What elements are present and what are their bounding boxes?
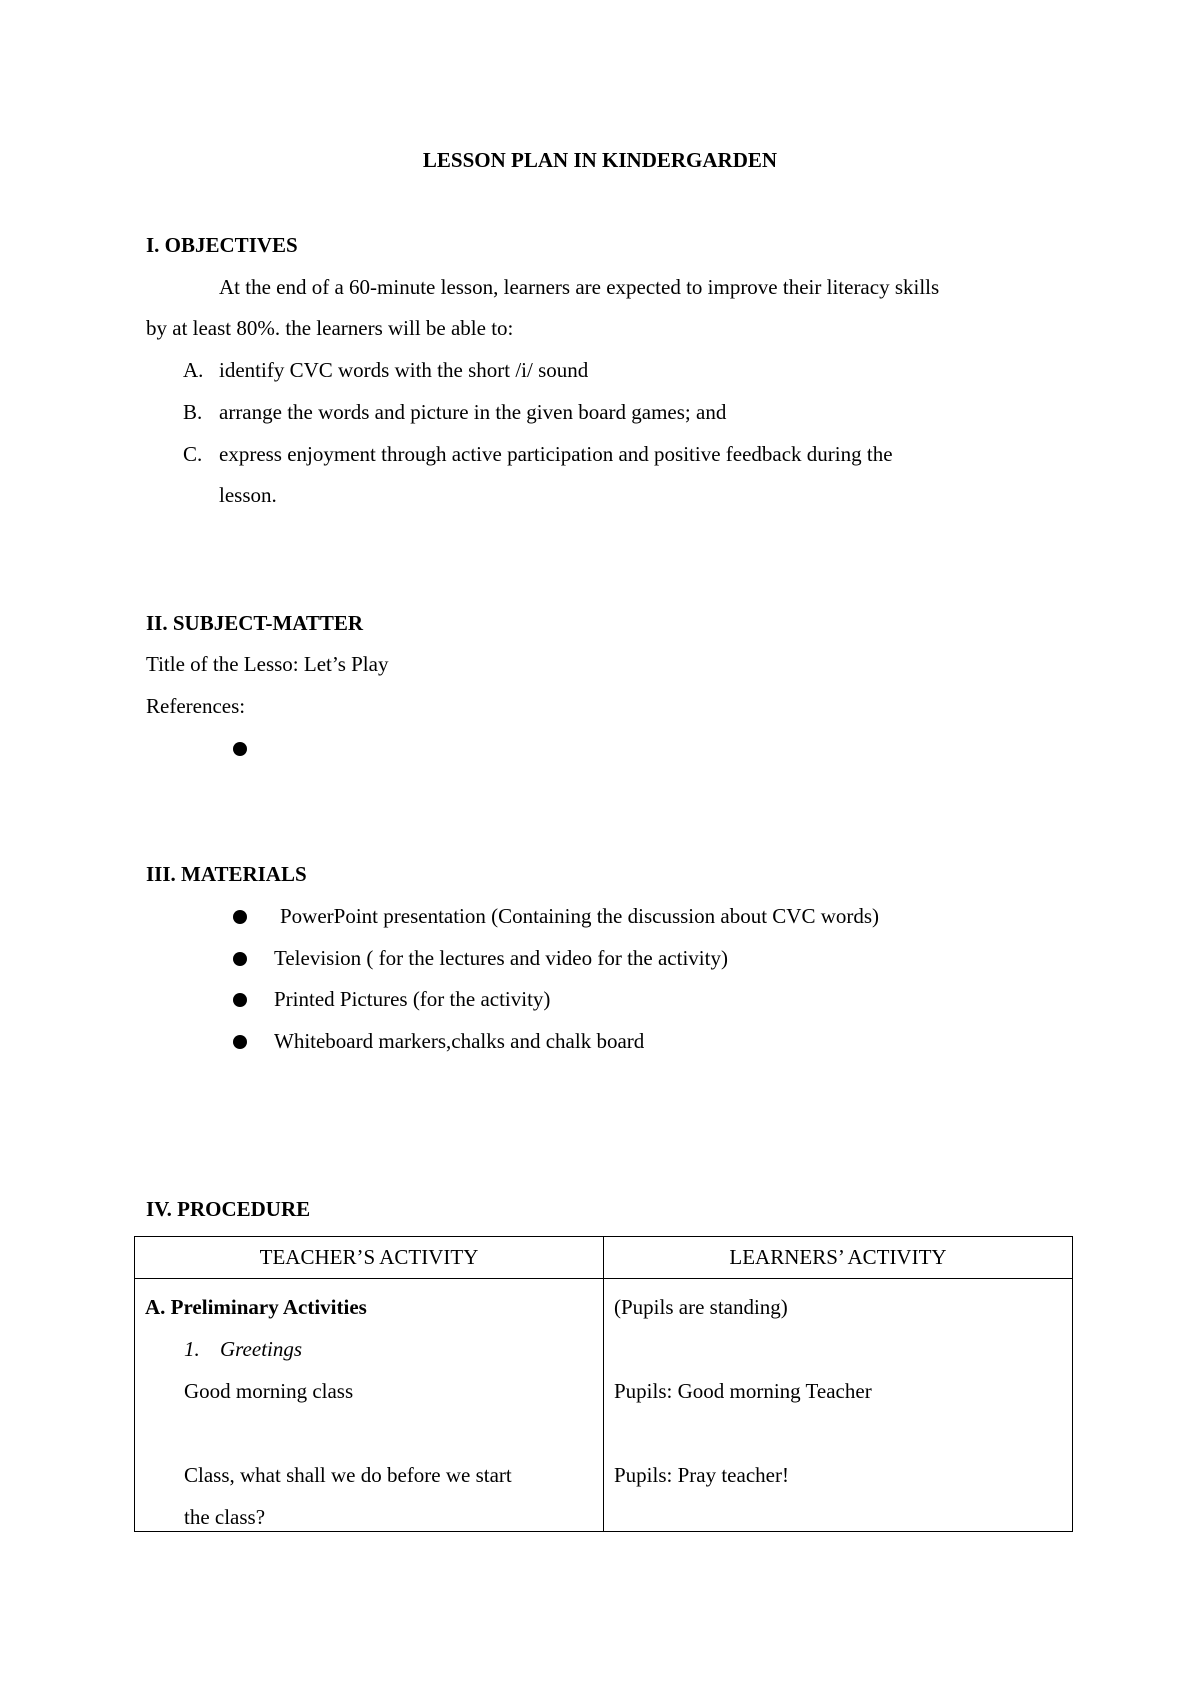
objectives-intro-line2: by at least 80%. the learners will be able to:: [146, 316, 514, 340]
document-title: LESSON PLAN IN KINDERGARDEN: [422, 148, 778, 172]
preliminary-activities-label: A. Preliminary Activities: [145, 1295, 367, 1319]
objective-letter-a: A.: [183, 358, 204, 382]
material-bullet: [233, 952, 247, 966]
procedure-table: [134, 1236, 1073, 1532]
objectives-intro-line1: At the end of a 60-minute lesson, learners are expected to improve their literacy skills: [219, 275, 940, 299]
lesson-title-line: Title of the Lesso: Let’s Play: [146, 652, 389, 676]
greetings-label: Greetings: [220, 1337, 303, 1361]
materials-heading: III. MATERIALS: [146, 862, 307, 886]
material-item: Printed Pictures (for the activity): [274, 987, 551, 1011]
references-bullet: [233, 742, 247, 756]
objective-item-c-cont: lesson.: [219, 483, 277, 507]
procedure-table-header: [135, 1237, 1073, 1279]
greetings-number: 1.: [184, 1337, 200, 1361]
subject-matter-heading: II. SUBJECT-MATTER: [146, 611, 364, 635]
pupils-pray: Pupils: Pray teacher!: [614, 1463, 789, 1487]
material-item: Television ( for the lectures and video for the activity): [274, 946, 728, 970]
learners-activity-header: LEARNERS’ ACTIVITY: [604, 1237, 1073, 1279]
teacher-line-question-cont: the class?: [184, 1505, 266, 1529]
objective-letter-c: C.: [183, 442, 203, 466]
procedure-heading: IV. PROCEDURE: [146, 1197, 311, 1221]
teacher-activity-cell: [135, 1279, 604, 1532]
teacher-line-good-morning: Good morning class: [184, 1379, 354, 1403]
table-row: [135, 1279, 1073, 1532]
objective-item-a: identify CVC words with the short /i/ sound: [219, 358, 589, 382]
material-item: PowerPoint presentation (Containing the discussion about CVC words): [280, 904, 880, 928]
pupils-standing: (Pupils are standing): [614, 1295, 788, 1319]
material-bullet: [233, 1035, 247, 1049]
teacher-activity-header: TEACHER’S ACTIVITY: [135, 1237, 604, 1279]
objective-letter-b: B.: [183, 400, 203, 424]
pupils-greeting: Pupils: Good morning Teacher: [614, 1379, 872, 1403]
objective-item-c: express enjoyment through active participation and positive feedback during the: [219, 442, 893, 466]
references-label: References:: [146, 694, 246, 718]
material-item: Whiteboard markers,chalks and chalk board: [274, 1029, 645, 1053]
teacher-line-question: Class, what shall we do before we start: [184, 1463, 512, 1487]
learners-activity-cell: [604, 1279, 1073, 1532]
material-bullet: [233, 993, 247, 1007]
objective-item-b: arrange the words and picture in the given board games; and: [219, 400, 727, 424]
material-bullet: [233, 910, 247, 924]
objectives-heading: I. OBJECTIVES: [146, 233, 298, 257]
